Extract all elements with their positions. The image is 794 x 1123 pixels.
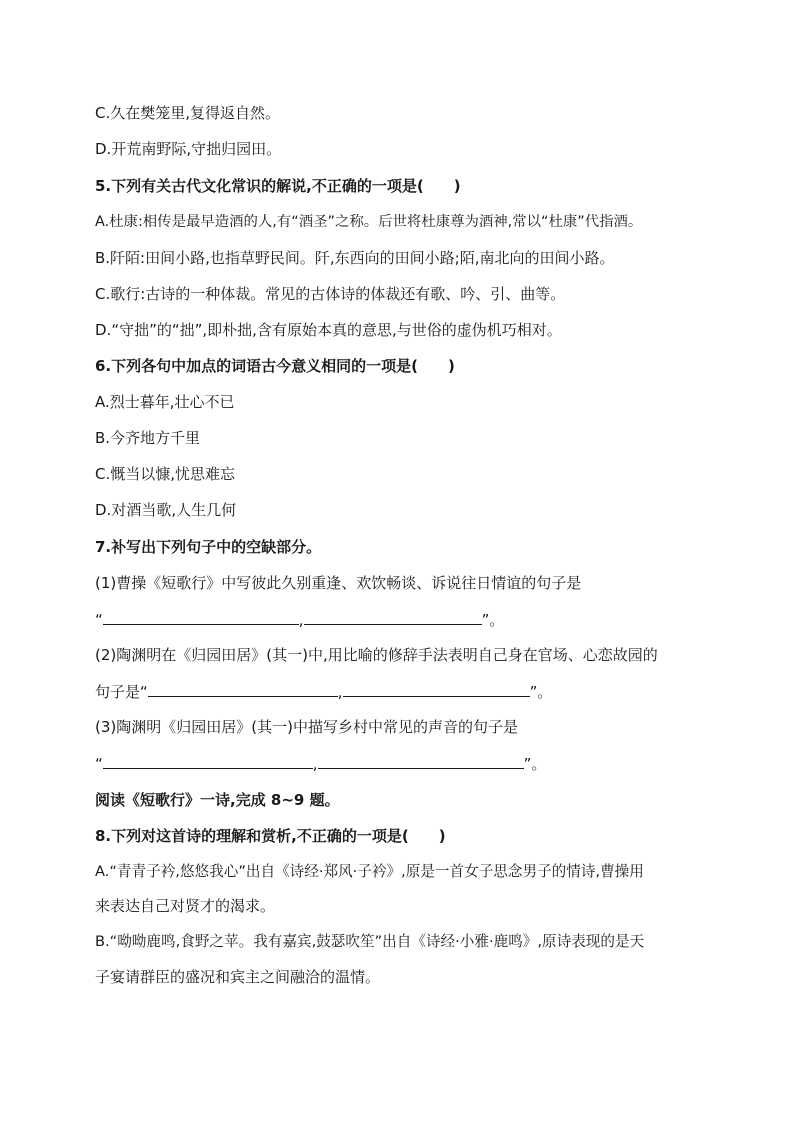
q8-option-a-line1: A.“青青子衿,悠悠我心”出自《诗经·郑风·子衿》,原是一首女子思念男子的情诗,曹操用 (95, 863, 644, 880)
q7-stem: 7.补写出下列句子中的空缺部分。 (95, 538, 322, 556)
q7-sub2-answer-line (95, 681, 552, 702)
q6-option-d: D.对酒当歌,人生几何 (95, 501, 237, 519)
q7-sub3-prompt: (3)陶渊明《归园田居》(其一)中描写乡村中常见的声音的句子是 (95, 718, 518, 736)
q7-sub1-answer-line (95, 609, 504, 630)
close-quote: ”。 (523, 755, 547, 773)
fill-blank-2[interactable] (304, 609, 482, 625)
q8-option-a-line2: 来表达自己对贤才的渴求。 (95, 897, 276, 915)
q6-option-c: C.慨当以慷,忧思难忘 (95, 465, 236, 483)
fill-blank-1[interactable] (103, 609, 299, 625)
open-quote: “ (95, 611, 103, 629)
sub2-prefix: 句子是 (95, 683, 141, 701)
q4-option-d: D.开荒南野际,守拙归园田。 (95, 140, 282, 158)
q5-option-b: B.阡陌:田间小路,也指草野民间。阡,东西向的田间小路;陌,南北向的田间小路。 (95, 249, 615, 267)
q6-option-a: A.烈士暮年,壮心不已 (95, 393, 235, 411)
q8-option-b-line1: B.“呦呦鹿鸣,食野之苹。我有嘉宾,鼓瑟吹笙”出自《诗经·小雅·鹿鸣》,原诗表现的是天 (95, 933, 645, 950)
fill-blank-6[interactable] (318, 753, 524, 769)
q5-option-d: D.“守拙”的“拙”,即朴拙,含有原始本真的意思,与世俗的虚伪机巧相对。 (95, 321, 562, 339)
comma: , (298, 611, 304, 629)
q6-option-b: B.今齐地方千里 (95, 429, 201, 447)
close-quote: ”。 (529, 683, 553, 701)
comma: , (312, 755, 318, 773)
q7-sub2-prompt: (2)陶渊明在《归园田居》(其一)中,用比喻的修辞手法表明自己身在官场、心恋故园的 (95, 646, 658, 664)
q5-option-a: A.杜康:相传是最早造酒的人,有“酒圣”之称。后世将杜康尊为酒神,常以“杜康”代指酒。 (95, 214, 643, 230)
q6-stem: 6.下列各句中加点的词语古今意义相同的一项是( ) (95, 357, 455, 375)
q8-option-b-line2: 子宴请群臣的盛况和宾主之间融洽的温情。 (95, 968, 381, 986)
open-quote: “ (95, 755, 103, 773)
reading-intro: 阅读《短歌行》一诗,完成 8~9 题。 (95, 791, 340, 809)
fill-blank-3[interactable] (148, 681, 338, 697)
q7-sub3-answer-line (95, 753, 546, 774)
fill-blank-4[interactable] (343, 681, 530, 697)
q5-stem: 5.下列有关古代文化常识的解说,不正确的一项是( ) (95, 177, 461, 195)
q7-sub1-prompt: (1)曹操《短歌行》中写彼此久别重逢、欢饮畅谈、诉说往日情谊的句子是 (95, 574, 582, 592)
q4-option-c: C.久在樊笼里,复得返自然。 (95, 104, 281, 122)
close-quote: ”。 (481, 611, 505, 629)
comma: , (337, 683, 343, 701)
open-quote: “ (140, 683, 148, 701)
q8-stem: 8.下列对这首诗的理解和赏析,不正确的一项是( ) (95, 827, 446, 845)
q5-option-c: C.歌行:古诗的一种体裁。常见的古体诗的体裁还有歌、吟、引、曲等。 (95, 285, 566, 303)
fill-blank-5[interactable] (103, 753, 313, 769)
